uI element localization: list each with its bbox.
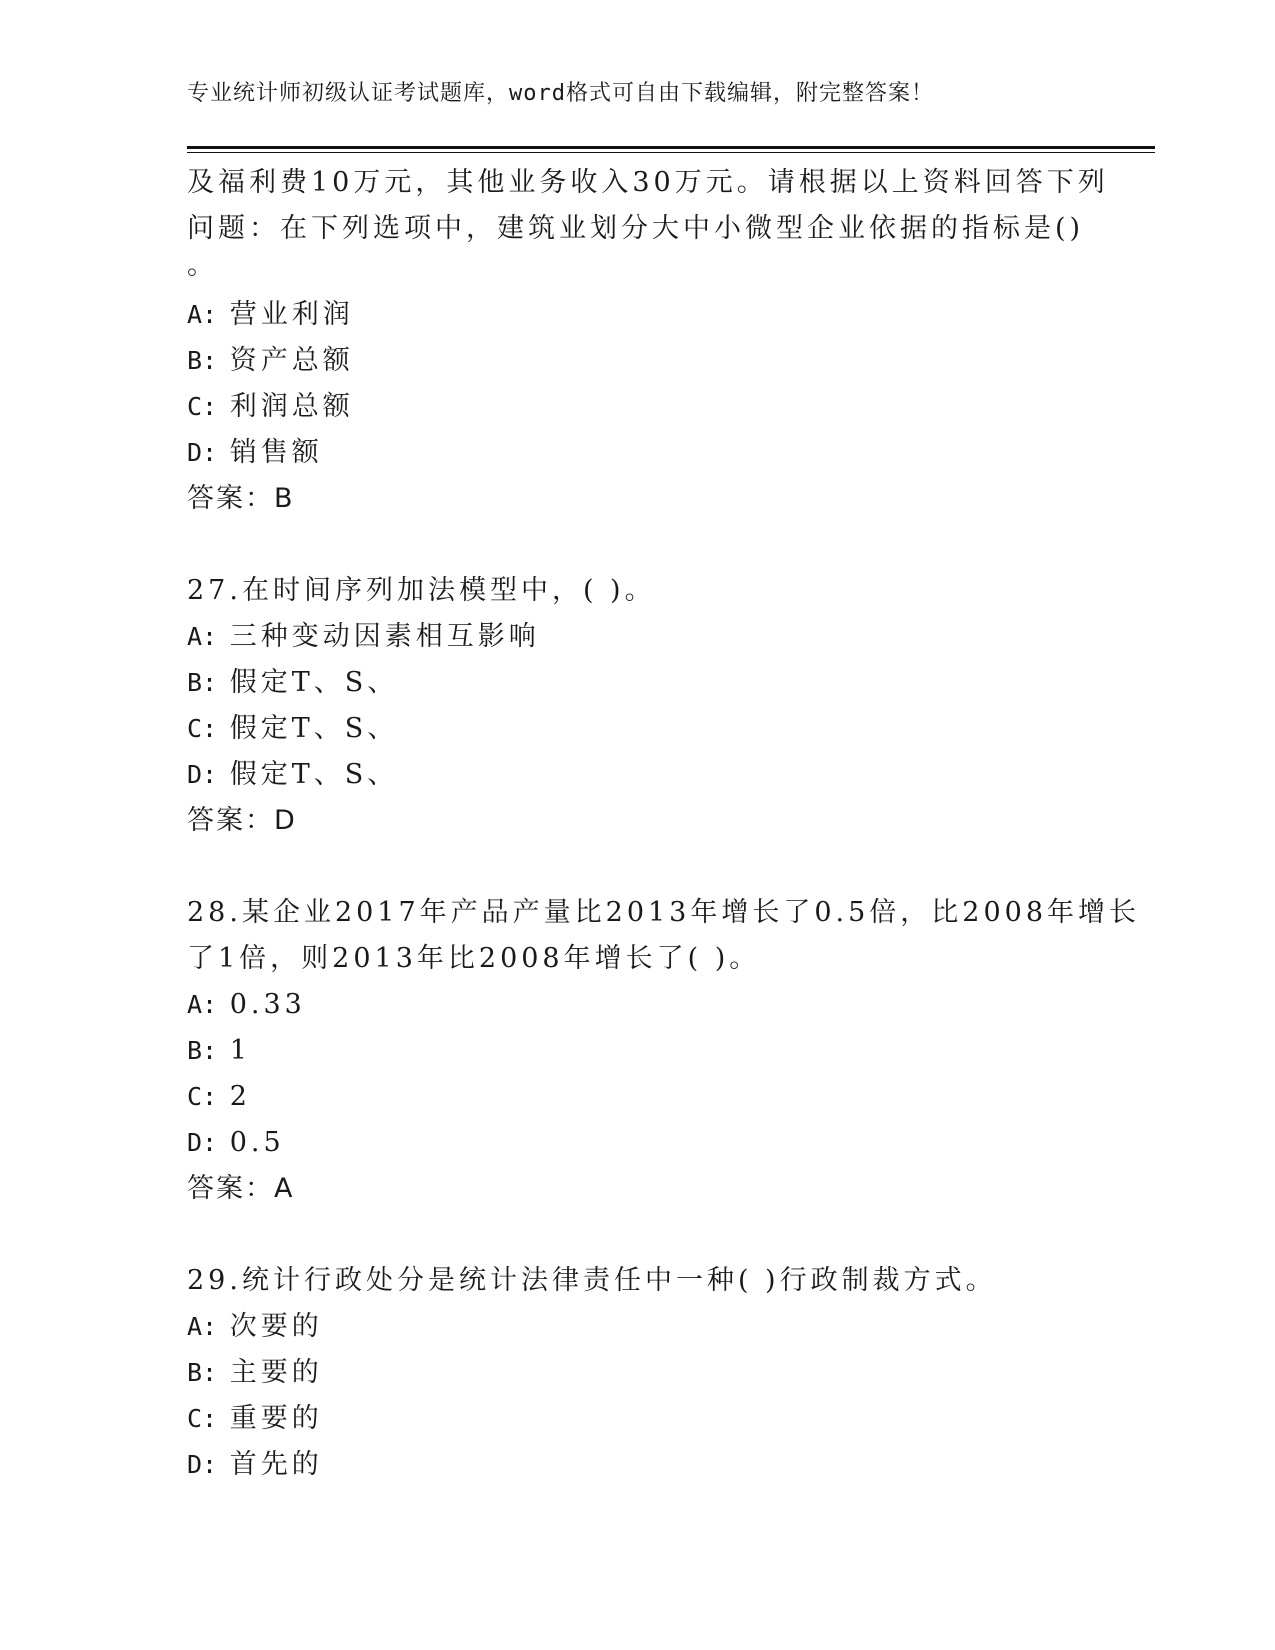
- option-letter: D:: [187, 1128, 218, 1157]
- option-b: [187, 1350, 1087, 1396]
- answer-line: 答案：B: [187, 483, 295, 514]
- option-text: 资产总额: [229, 345, 354, 376]
- option-c: [187, 1074, 1087, 1120]
- question-list: [187, 160, 1141, 1488]
- option-b: [187, 338, 1087, 384]
- option-letter: D:: [187, 760, 218, 789]
- option-text: 假定T、S、: [229, 667, 399, 698]
- option-letter: D:: [187, 438, 218, 467]
- option-a: [187, 292, 1087, 338]
- question-stem-line: 。: [187, 250, 218, 281]
- option-letter: C:: [187, 1082, 218, 1111]
- question-stem-line: 27.在时间序列加法模型中，( )。: [187, 575, 656, 606]
- option-text: 营业利润: [229, 299, 354, 330]
- option-text: 三种变动因素相互影响: [229, 621, 540, 652]
- option-text: 首先的: [229, 1449, 323, 1480]
- option-text: 假定T、S、: [229, 759, 399, 790]
- option-text: 0.5: [229, 1127, 285, 1158]
- option-c: [187, 384, 1087, 430]
- option-letter: D:: [187, 1450, 218, 1479]
- option-b: [187, 1028, 1087, 1074]
- option-letter: B:: [187, 346, 218, 375]
- question-block: [187, 890, 1141, 1212]
- option-b: [187, 660, 1087, 706]
- option-text: 1: [229, 1035, 251, 1066]
- option-letter: C:: [187, 714, 218, 743]
- option-a: [187, 1304, 1087, 1350]
- question-stem-line: 了1倍，则2013年比2008年增长了( )。: [187, 943, 761, 974]
- option-text: 假定T、S、: [229, 713, 399, 744]
- option-d: [187, 752, 1087, 798]
- option-letter: B:: [187, 1036, 218, 1065]
- question-block: [187, 160, 1109, 522]
- option-letter: A:: [187, 1312, 218, 1341]
- option-text: 次要的: [229, 1311, 323, 1342]
- question-block: [187, 568, 1087, 844]
- option-text: 主要的: [229, 1357, 323, 1388]
- option-d: [187, 1120, 1087, 1166]
- option-a: [187, 982, 1087, 1028]
- option-letter: A:: [187, 990, 218, 1019]
- option-d: [187, 1442, 1087, 1488]
- option-letter: C:: [187, 1404, 218, 1433]
- question-stem-line: 及福利费10万元，其他业务收入30万元。请根据以上资料回答下列: [187, 167, 1109, 198]
- option-text: 重要的: [229, 1403, 323, 1434]
- header-rule-thick: [187, 146, 1155, 149]
- header-rule-thin: [187, 152, 1155, 153]
- page-header: 专业统计师初级认证考试题库，word格式可自由下载编辑，附完整答案！: [187, 81, 934, 106]
- option-text: 0.33: [229, 989, 306, 1020]
- option-letter: A:: [187, 622, 218, 651]
- option-c: [187, 1396, 1087, 1442]
- option-a: [187, 614, 1087, 660]
- answer-line: 答案：D: [187, 805, 297, 836]
- option-letter: A:: [187, 300, 218, 329]
- option-d: [187, 430, 1087, 476]
- option-text: 2: [229, 1081, 251, 1112]
- question-block: [187, 1258, 1087, 1488]
- option-letter: C:: [187, 392, 218, 421]
- question-stem-line: 29.统计行政处分是统计法律责任中一种( )行政制裁方式。: [187, 1265, 997, 1296]
- option-c: [187, 706, 1087, 752]
- question-stem-line: 问题：在下列选项中，建筑业划分大中小微型企业依据的指标是(): [187, 213, 1085, 244]
- question-stem-line: 28.某企业2017年产品产量比2013年增长了0.5倍，比2008年增长: [187, 897, 1141, 928]
- option-text: 销售额: [229, 437, 323, 468]
- option-letter: B:: [187, 1358, 218, 1387]
- answer-line: 答案：A: [187, 1173, 295, 1204]
- option-text: 利润总额: [229, 391, 354, 422]
- option-letter: B:: [187, 668, 218, 697]
